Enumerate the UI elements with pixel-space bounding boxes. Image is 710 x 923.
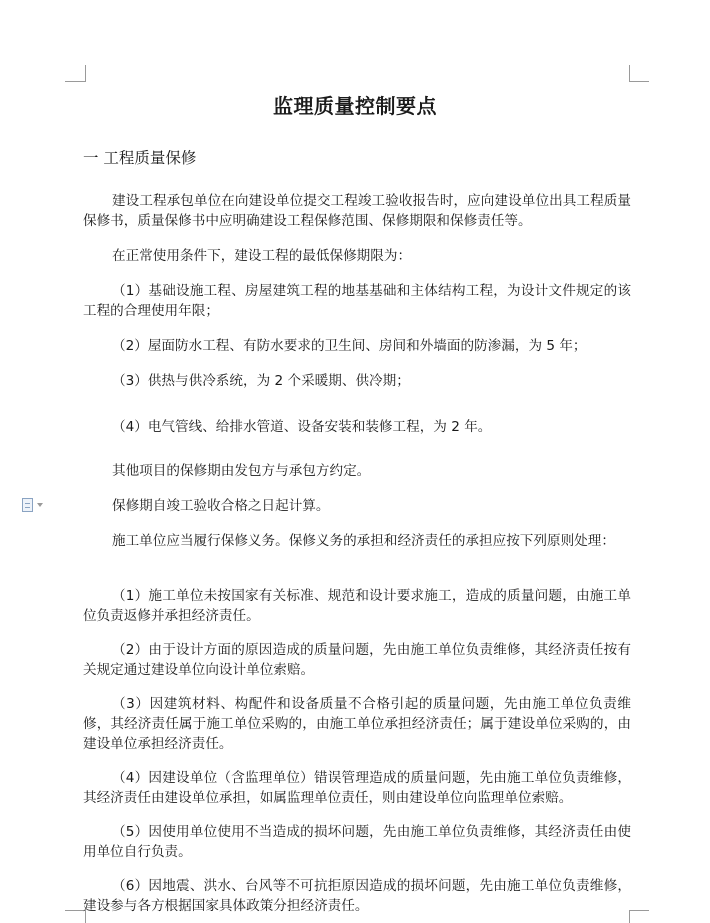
paragraph: （1）施工单位未按国家有关标准、规范和设计要求施工，造成的质量问题，由施工单位负责返修并承担经济责任。 — [83, 588, 631, 624]
document-title: 监理质量控制要点 — [273, 94, 437, 118]
paragraph: （2）由于设计方面的原因造成的质量问题，先由施工单位负责维修，其经济责任按有关规定通过建设单位向设计单位索赔。 — [83, 642, 631, 678]
document-paragraph-icon[interactable] — [22, 496, 54, 514]
paragraph: 其他项目的保修期由发包方与承包方约定。 — [112, 463, 371, 479]
section-heading: 一 工程质量保修 — [83, 149, 197, 167]
paragraph: （3）供热与供冷系统，为 2 个采暖期、供冷期； — [112, 373, 410, 389]
paragraph: （5）因使用单位使用不当造成的损坏问题，先由施工单位负责维修，其经济责任由使用单位自行负责。 — [83, 824, 631, 860]
paragraph: （6）因地震、洪水、台风等不可抗拒原因造成的损坏问题，先由施工单位负责维修，建设参与各方根据国家具体政策分担经济责任。 — [83, 878, 631, 914]
page-icon — [22, 498, 33, 512]
paragraph: 建设工程承包单位在向建设单位提交工程竣工验收报告时，应向建设单位出具工程质量保修书，质量保修书中应明确建设工程保修范围、保修期限和保修责任等。 — [83, 193, 631, 229]
paragraph: （4）电气管线、给排水管道、设备安装和装修工程，为 2 年。 — [112, 419, 492, 435]
paragraph: 施工单位应当履行保修义务。保修义务的承担和经济责任的承担应按下列原则处理： — [112, 533, 615, 549]
paragraph: 保修期自竣工验收合格之日起计算。 — [112, 498, 330, 514]
paragraph: （2）屋面防水工程、有防水要求的卫生间、房间和外墙面的防渗漏，为 5 年； — [112, 338, 587, 354]
chevron-down-icon — [37, 503, 43, 507]
paragraph: 在正常使用条件下，建设工程的最低保修期限为： — [112, 248, 412, 264]
paragraph: （4）因建设单位（含监理单位）错误管理造成的质量问题，先由施工单位负责维修，其经济责任由建设单位承担，如属监理单位责任，则由建设单位向监理单位索赔。 — [83, 770, 631, 806]
paragraph: （3）因建筑材料、构配件和设备质量不合格引起的质量问题，先由施工单位负责维修，其经济责任属于施工单位采购的，由施工单位承担经济责任；属于建设单位采购的，由建设单位承担经济责任。 — [83, 696, 631, 752]
paragraph: （1）基础设施工程、房屋建筑工程的地基基础和主体结构工程，为设计文件规定的该工程的合理使用年限； — [83, 283, 631, 319]
